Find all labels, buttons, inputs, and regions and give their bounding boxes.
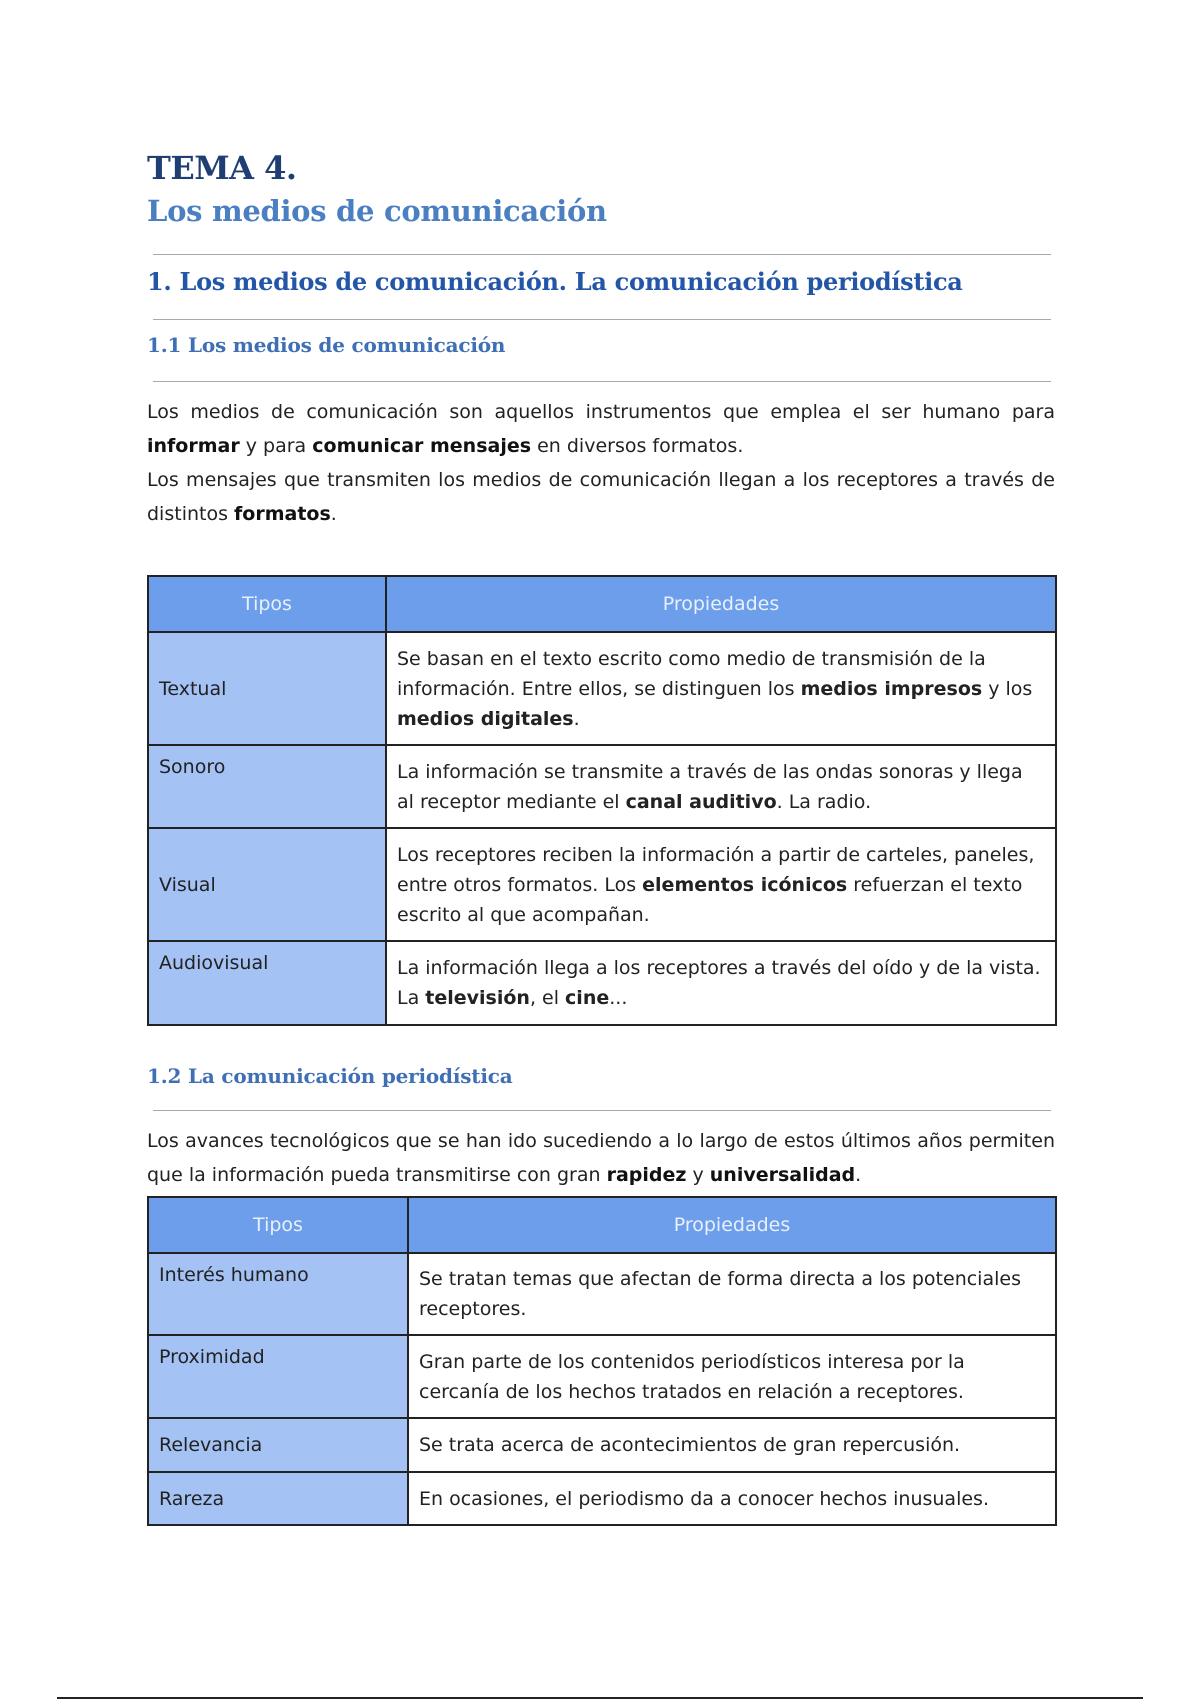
type-cell: Proximidad [148,1335,408,1418]
page-bottom-border [57,1697,1143,1699]
type-cell: Audiovisual [148,941,386,1025]
type-cell: Rareza [148,1472,408,1525]
section-1-2-heading: 1.2 La comunicación periodística [147,1064,513,1088]
section-1-1-paragraph: Los medios de comunicación son aquellos instrumentos que emplea el ser humano para informar y para comunicar mensajes en diversos formatos. Los mensajes que transmiten los medios de comunicación llegan a los receptores a través de distintos formatos. [147,401,1055,525]
type-cell: Interés humano [148,1253,408,1335]
news-values-table [147,1196,1057,1526]
topic-title: Los medios de comunicación [147,194,607,228]
table-row [148,1472,1056,1525]
type-cell: Sonoro [148,745,386,828]
property-cell: La información llega a los receptores a través del oído y de la vista. La televisión, el cine... [386,941,1056,1025]
table-row [148,745,1056,828]
topic-number: TEMA 4. [147,149,297,187]
table-header-row [148,576,1056,632]
table-row [148,1418,1056,1472]
type-cell: Textual [148,632,386,745]
property-cell: Se basan en el texto escrito como medio de transmisión de la información. Entre ellos, se distinguen los medios impresos y los medios digitales. [386,632,1056,745]
table-row [148,941,1056,1025]
column-header-types: Tipos [148,576,386,632]
table-row [148,1253,1056,1335]
column-header-properties: Propiedades [386,576,1056,632]
column-header-types: Tipos [148,1197,408,1253]
column-header-properties: Propiedades [408,1197,1056,1253]
section-1-1-heading: 1.1 Los medios de comunicación [147,333,506,357]
property-cell: Gran parte de los contenidos periodísticos interesa por la cercanía de los hechos tratados en relación a receptores. [408,1335,1056,1418]
type-cell: Relevancia [148,1418,408,1472]
section-1-heading: 1. Los medios de comunicación. La comunicación periodística [147,267,963,296]
table-header-row [148,1197,1056,1253]
media-types-table [147,575,1057,1026]
property-cell: Se trata acerca de acontecimientos de gran repercusión. [408,1418,1056,1472]
property-cell: En ocasiones, el periodismo da a conocer hechos inusuales. [408,1472,1056,1525]
property-cell: Se tratan temas que afectan de forma directa a los potenciales receptores. [408,1253,1056,1335]
property-cell: La información se transmite a través de las ondas sonoras y llega al receptor mediante el canal auditivo. La radio. [386,745,1056,828]
document-page [147,148,1055,1526]
type-cell: Visual [148,828,386,941]
table-row [148,828,1056,941]
table-row [148,632,1056,745]
property-cell: Los receptores reciben la información a partir de carteles, paneles, entre otros formatos. Los elementos icónicos refuerzan el texto escrito al que acompañan. [386,828,1056,941]
section-1-2-paragraph: Los avances tecnológicos que se han ido sucediendo a lo largo de estos últimos años permiten que la información pueda transmitirse con gran rapidez y universalidad. [147,1130,1055,1186]
table-row [148,1335,1056,1418]
